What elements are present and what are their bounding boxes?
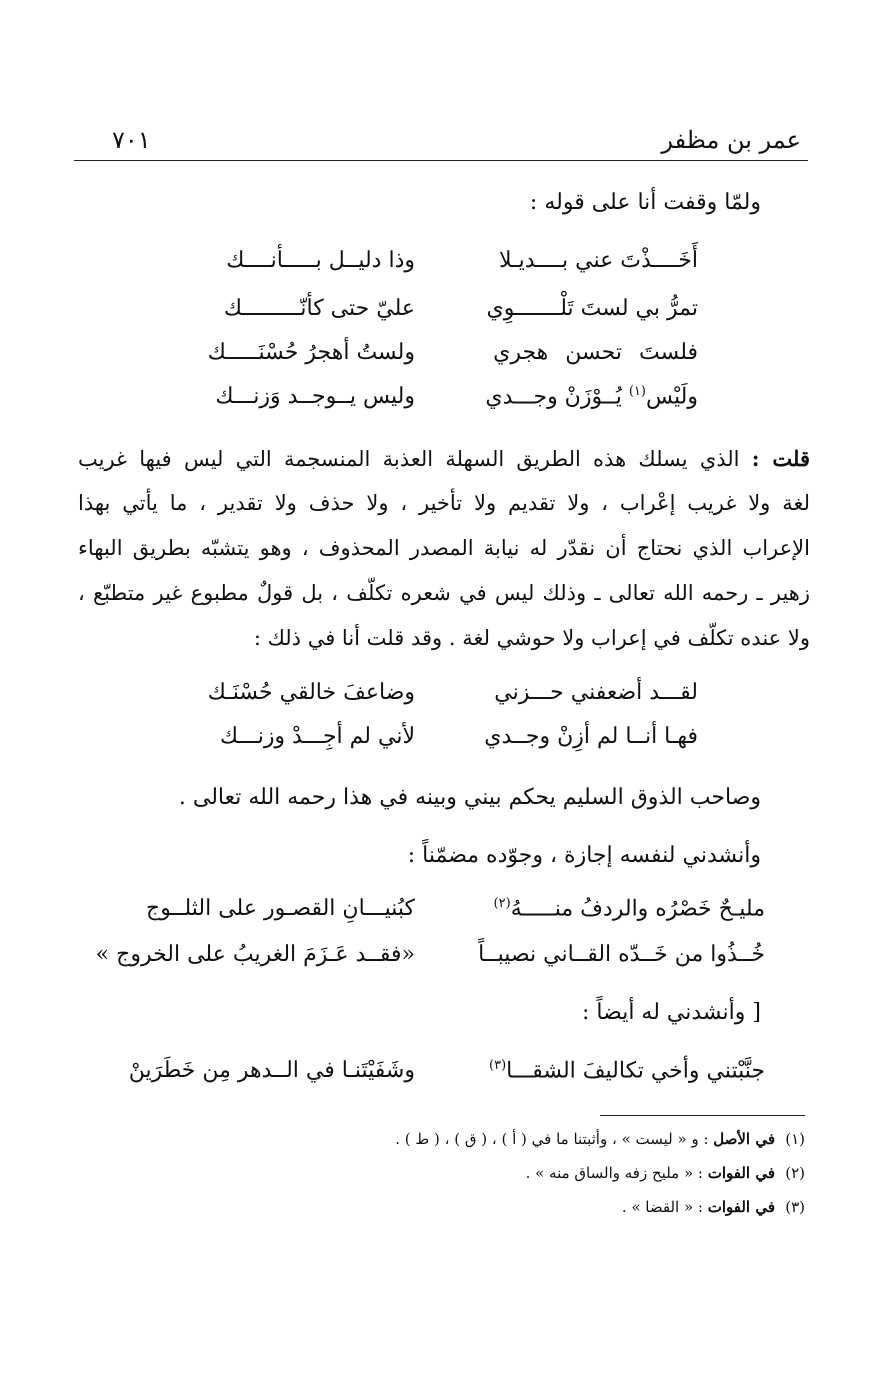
intro-line-3: [ وأنشدني له أيضاً :: [582, 1000, 761, 1025]
running-title: عمر بن مظفر: [661, 126, 801, 154]
verse-hemistich-first: مليـحٌ خَصْرُه والردفُ منـــــهُ$^{(٢)}$: [493, 896, 765, 922]
verse-hemistich-second: وذا دليــل بـــــأنــــك: [226, 248, 415, 273]
verse-hemistich-first: لقـــد أضعفني حـــزني: [494, 680, 698, 705]
footnote-ref: (١): [628, 384, 646, 399]
verse-hemistich-second: كبُنيـــانِ القصـور على الثلــوج: [146, 896, 415, 921]
paragraph-line: زهير ـ رحمه الله تعالى ـ وذلك ليس في شعره تكلّف ، بل قولٌ مطبوع غير متطبّع ،: [78, 581, 810, 605]
verse-hemistich-first: أَخَــــذْتَ عني بــــديـلا: [499, 248, 698, 273]
verse-hemistich-first: تمرُّ بي لستَ تَلْـــــــوِي: [486, 296, 698, 321]
footnote-ref: (٣): [489, 1058, 507, 1073]
header-rule: [74, 160, 808, 161]
paragraph-line: الإعراب الذي نحتاج أن نقدّر له نيابة المصدر المحذوف ، وهو يتشبّه بطريق البهاء: [78, 536, 810, 560]
verse-hemistich-second: عليّ حتى كأنّـــــــــك: [223, 296, 415, 321]
intro-line-1: ولمّا وقفت أنا على قوله :: [529, 190, 761, 215]
verse-hemistich-second: «فقــد عَـزَمَ الغريبُ على الخروج »: [95, 942, 415, 967]
paragraph-closing: وصاحب الذوق السليم يحكم بيني وبينه في هذا رحمه الله تعالى .: [178, 785, 761, 810]
paragraph-line: ولا عنده تكلّف في إعراب ولا حوشي لغة . وقد قلت أنا في ذلك :: [253, 626, 810, 650]
paragraph-line: لغة ولا غريب إعْراب ، ولا تقديم ولا تأخير ، ولا حذف ولا تقدير ، ما يأتي بهذا: [78, 491, 810, 515]
commentary-paragraph: [78, 436, 810, 661]
verse-hemistich-second: لأني لم أجِـــدْ وزنـــك: [219, 724, 415, 749]
footnote: (٢)في الفوات : « مليح زفه والساق منه » .: [525, 1164, 805, 1182]
verse-hemistich-first: جنَّبْتني وأخي تكاليفَ الشقـــا$^{(٣)}$: [489, 1058, 765, 1084]
intro-line-2: وأنشدني لنفسه إجازة ، وجوّده مضمّناً :: [407, 843, 761, 868]
footnote-rule: [600, 1115, 805, 1116]
verse-hemistich-first: فلستَ تحسن هجري: [493, 340, 698, 365]
verse-hemistich-first: فهـا أنــا لم أزِنْ وجــدي: [484, 724, 698, 749]
footnote: (١)في الأصل : و « ليست » ، وأثبتنا ما في ( أ ) ، ( ق ) ، ( ط ) .: [395, 1130, 805, 1148]
paragraph-label: قلت :: [751, 446, 810, 471]
verse-hemistich-second: وضاعفَ خالقي حُسْنَـك: [207, 680, 415, 705]
verse-hemistich-first: خُــذُوا من خَــدّه القــاني نصيبــاً: [478, 942, 765, 967]
footnote-ref: (٢): [493, 896, 511, 911]
footnote: (٣)في الفوات : « القضا » .: [621, 1198, 805, 1216]
paragraph-line: قلت : الذي يسلك هذه الطريق السهلة العذبة المنسجمة التي ليس فيها غريب: [78, 446, 810, 471]
page-number: ٧٠١: [112, 126, 151, 154]
verse-hemistich-second: ولستُ أهجرُ حُسْنَـــــك: [207, 340, 415, 365]
verse-hemistich-second: وليس يــوجــد وَزنـــك: [215, 384, 415, 409]
verse-hemistich-second: وشَفَيْتَنـا في الــدهر مِن خَطَرَينْ: [128, 1058, 415, 1083]
verse-hemistich-first: ولَيْس$^{(١)}$ يُــوْزَنْ وجـــدي: [485, 384, 698, 410]
